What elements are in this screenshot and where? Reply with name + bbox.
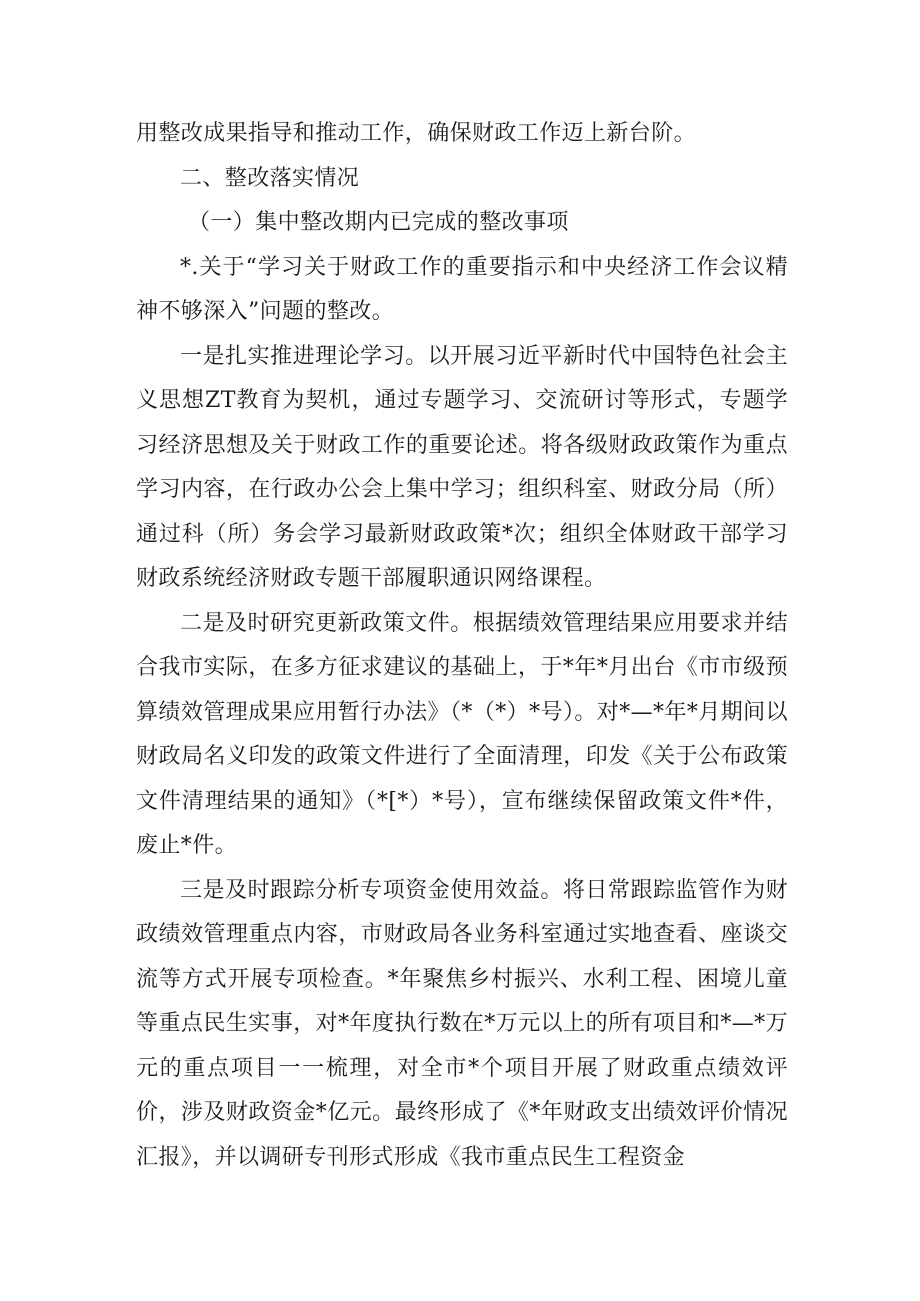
subsection-heading: （一）集中整改期内已完成的整改事项 <box>188 210 569 235</box>
section-heading: 二、整改落实情况 <box>180 165 360 191</box>
item-heading: *.关于“学习关于财政工作的重要指示和中央经济工作会议精神不够深入”问题的整改。 <box>136 254 788 324</box>
paragraph-theory-study: 一是扎实推进理论学习。以开展习近平新时代中国特色社会主义思想ZT教育为契机，通过专题学习、交流研讨等形式，专题学习经济思想及关于财政工作的重要论述。将各级财政政策作为重点学习内容，在行政办公会上集中学习；组织科室、财政分局（所）通过科（所）务会学习最新财政政策*次；组织全体财政干部学习财政系统经济财政专题干部履职通识网络课程。 <box>136 343 788 591</box>
paragraph-continuation: 用整改成果指导和推动工作，确保财政工作迈上新台阶。 <box>136 121 697 146</box>
paragraph-policy-update: 二是及时研究更新政策文件。根据绩效管理结果应用要求并结合我市实际，在多方征求建议的基础上，于*年*月出台《市市级预算绩效管理成果应用暂行办法》（*（*）*号）。对*—*年*月期间以财政局名义印发的政策文件进行了全面清理，印发《关于公布政策文件清理结果的通知》（*[*）*号），宣布继续保留政策文件*件，废止*件。 <box>136 610 788 858</box>
paragraph-fund-tracking: 三是及时跟踪分析专项资金使用效益。将日常跟踪监管作为财政绩效管理重点内容，市财政局各业务科室通过实地查看、座谈交流等方式开展专项检查。*年聚焦乡村振兴、水利工程、困境儿童等重点民生实事，对*年度执行数在*万元以上的所有项目和*—*万元的重点项目一一梳理，对全市*个项目开展了财政重点绩效评价，涉及财政资金*亿元。最终形成了《*年财政支出绩效评价情况汇报》，并以调研专刊形式形成《我市重点民生工程资金 <box>136 877 788 1170</box>
document-body <box>136 112 788 1180</box>
